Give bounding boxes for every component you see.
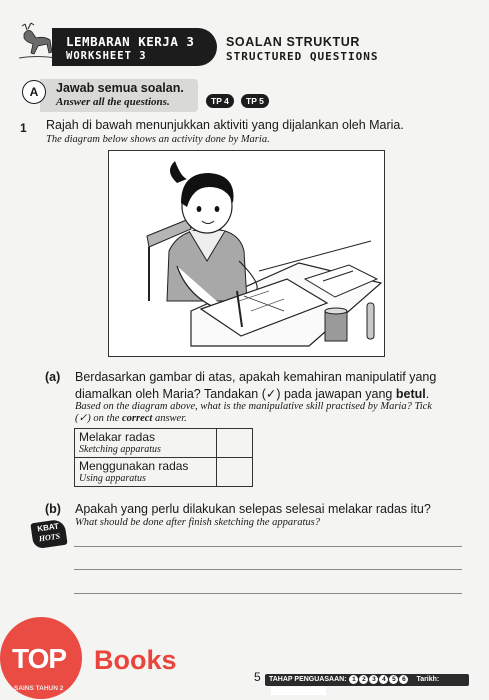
option-using-ms: Menggunakan radas (79, 459, 189, 473)
level-6[interactable]: 6 (399, 675, 408, 684)
tick-box-using[interactable] (217, 458, 253, 487)
question-stem-en: The diagram below shows an activity done by Maria. (46, 134, 270, 145)
part-a-text-line2: diamalkan oleh Maria? Tandakan (✓) pada jawapan yang betul. (75, 387, 430, 401)
option-sketching-en: Sketching apparatus (79, 444, 161, 455)
topic-title-en: STRUCTURED QUESTIONS (226, 50, 379, 63)
answer-row (75, 458, 253, 487)
answer-row (75, 429, 253, 458)
tp-badge-5: TP 5 (241, 94, 269, 108)
level-2[interactable]: 2 (359, 675, 368, 684)
option-using-en: Using apparatus (79, 473, 146, 484)
part-a-label: (a) (45, 370, 61, 384)
level-4[interactable]: 4 (379, 675, 388, 684)
worksheet-title-en: WORKSHEET 3 (66, 50, 147, 62)
instruction-ms: Jawab semua soalan. (56, 81, 184, 95)
book-title: SAINS TAHUN 2 (14, 685, 64, 692)
answer-line[interactable] (74, 593, 462, 594)
option-label-cell (75, 458, 217, 487)
worksheet-title-ms: LEMBARAN KERJA 3 (66, 34, 195, 49)
answer-table (74, 428, 253, 487)
kbat-badge-line1: KBAT (36, 521, 60, 534)
option-label-cell (75, 429, 217, 458)
question-number: 1 (20, 121, 27, 135)
part-b-text-en: What should be done after finish sketching the apparatus? (75, 517, 320, 528)
date-field[interactable] (271, 687, 326, 695)
answer-line[interactable] (74, 546, 462, 547)
level-5[interactable]: 5 (389, 675, 398, 684)
part-a-text-en-line1: Based on the diagram above, what is the manipulative skill practised by Maria? Tick (75, 401, 432, 412)
part-b-text-ms: Apakah yang perlu dilakukan selepas selesai melakar radas itu? (75, 502, 431, 516)
tick-box-sketching[interactable] (217, 429, 253, 458)
page-number: 5 (254, 670, 261, 684)
part-a-text-line1: Berdasarkan gambar di atas, apakah kemahiran manipulatif yang (75, 370, 437, 384)
activity-illustration (108, 150, 385, 357)
level-1[interactable]: 1 (349, 675, 358, 684)
section-letter: A (22, 80, 46, 104)
part-a-text-en-line2: (✓) on the correct answer. (75, 413, 187, 424)
mastery-level-label: TAHAP PENGUASAAN: (269, 676, 347, 683)
kbat-badge-line2: HOTS (38, 531, 61, 544)
instruction-en: Answer all the questions. (56, 96, 170, 108)
watermark-top: TOP (12, 643, 67, 674)
answer-line[interactable] (74, 569, 462, 570)
kbat-badge (30, 519, 67, 549)
part-b-label: (b) (45, 502, 61, 516)
tp-badge-4: TP 4 (206, 94, 234, 108)
watermark-books: Books (94, 645, 177, 675)
option-sketching-ms: Melakar radas (79, 430, 156, 444)
topic-title-ms: SOALAN STRUKTUR (226, 35, 360, 49)
mastery-level-bar (265, 674, 469, 686)
level-3[interactable]: 3 (369, 675, 378, 684)
date-label: Tarikh: (416, 676, 440, 683)
question-stem-ms: Rajah di bawah menunjukkan aktiviti yang dijalankan oleh Maria. (46, 118, 404, 132)
